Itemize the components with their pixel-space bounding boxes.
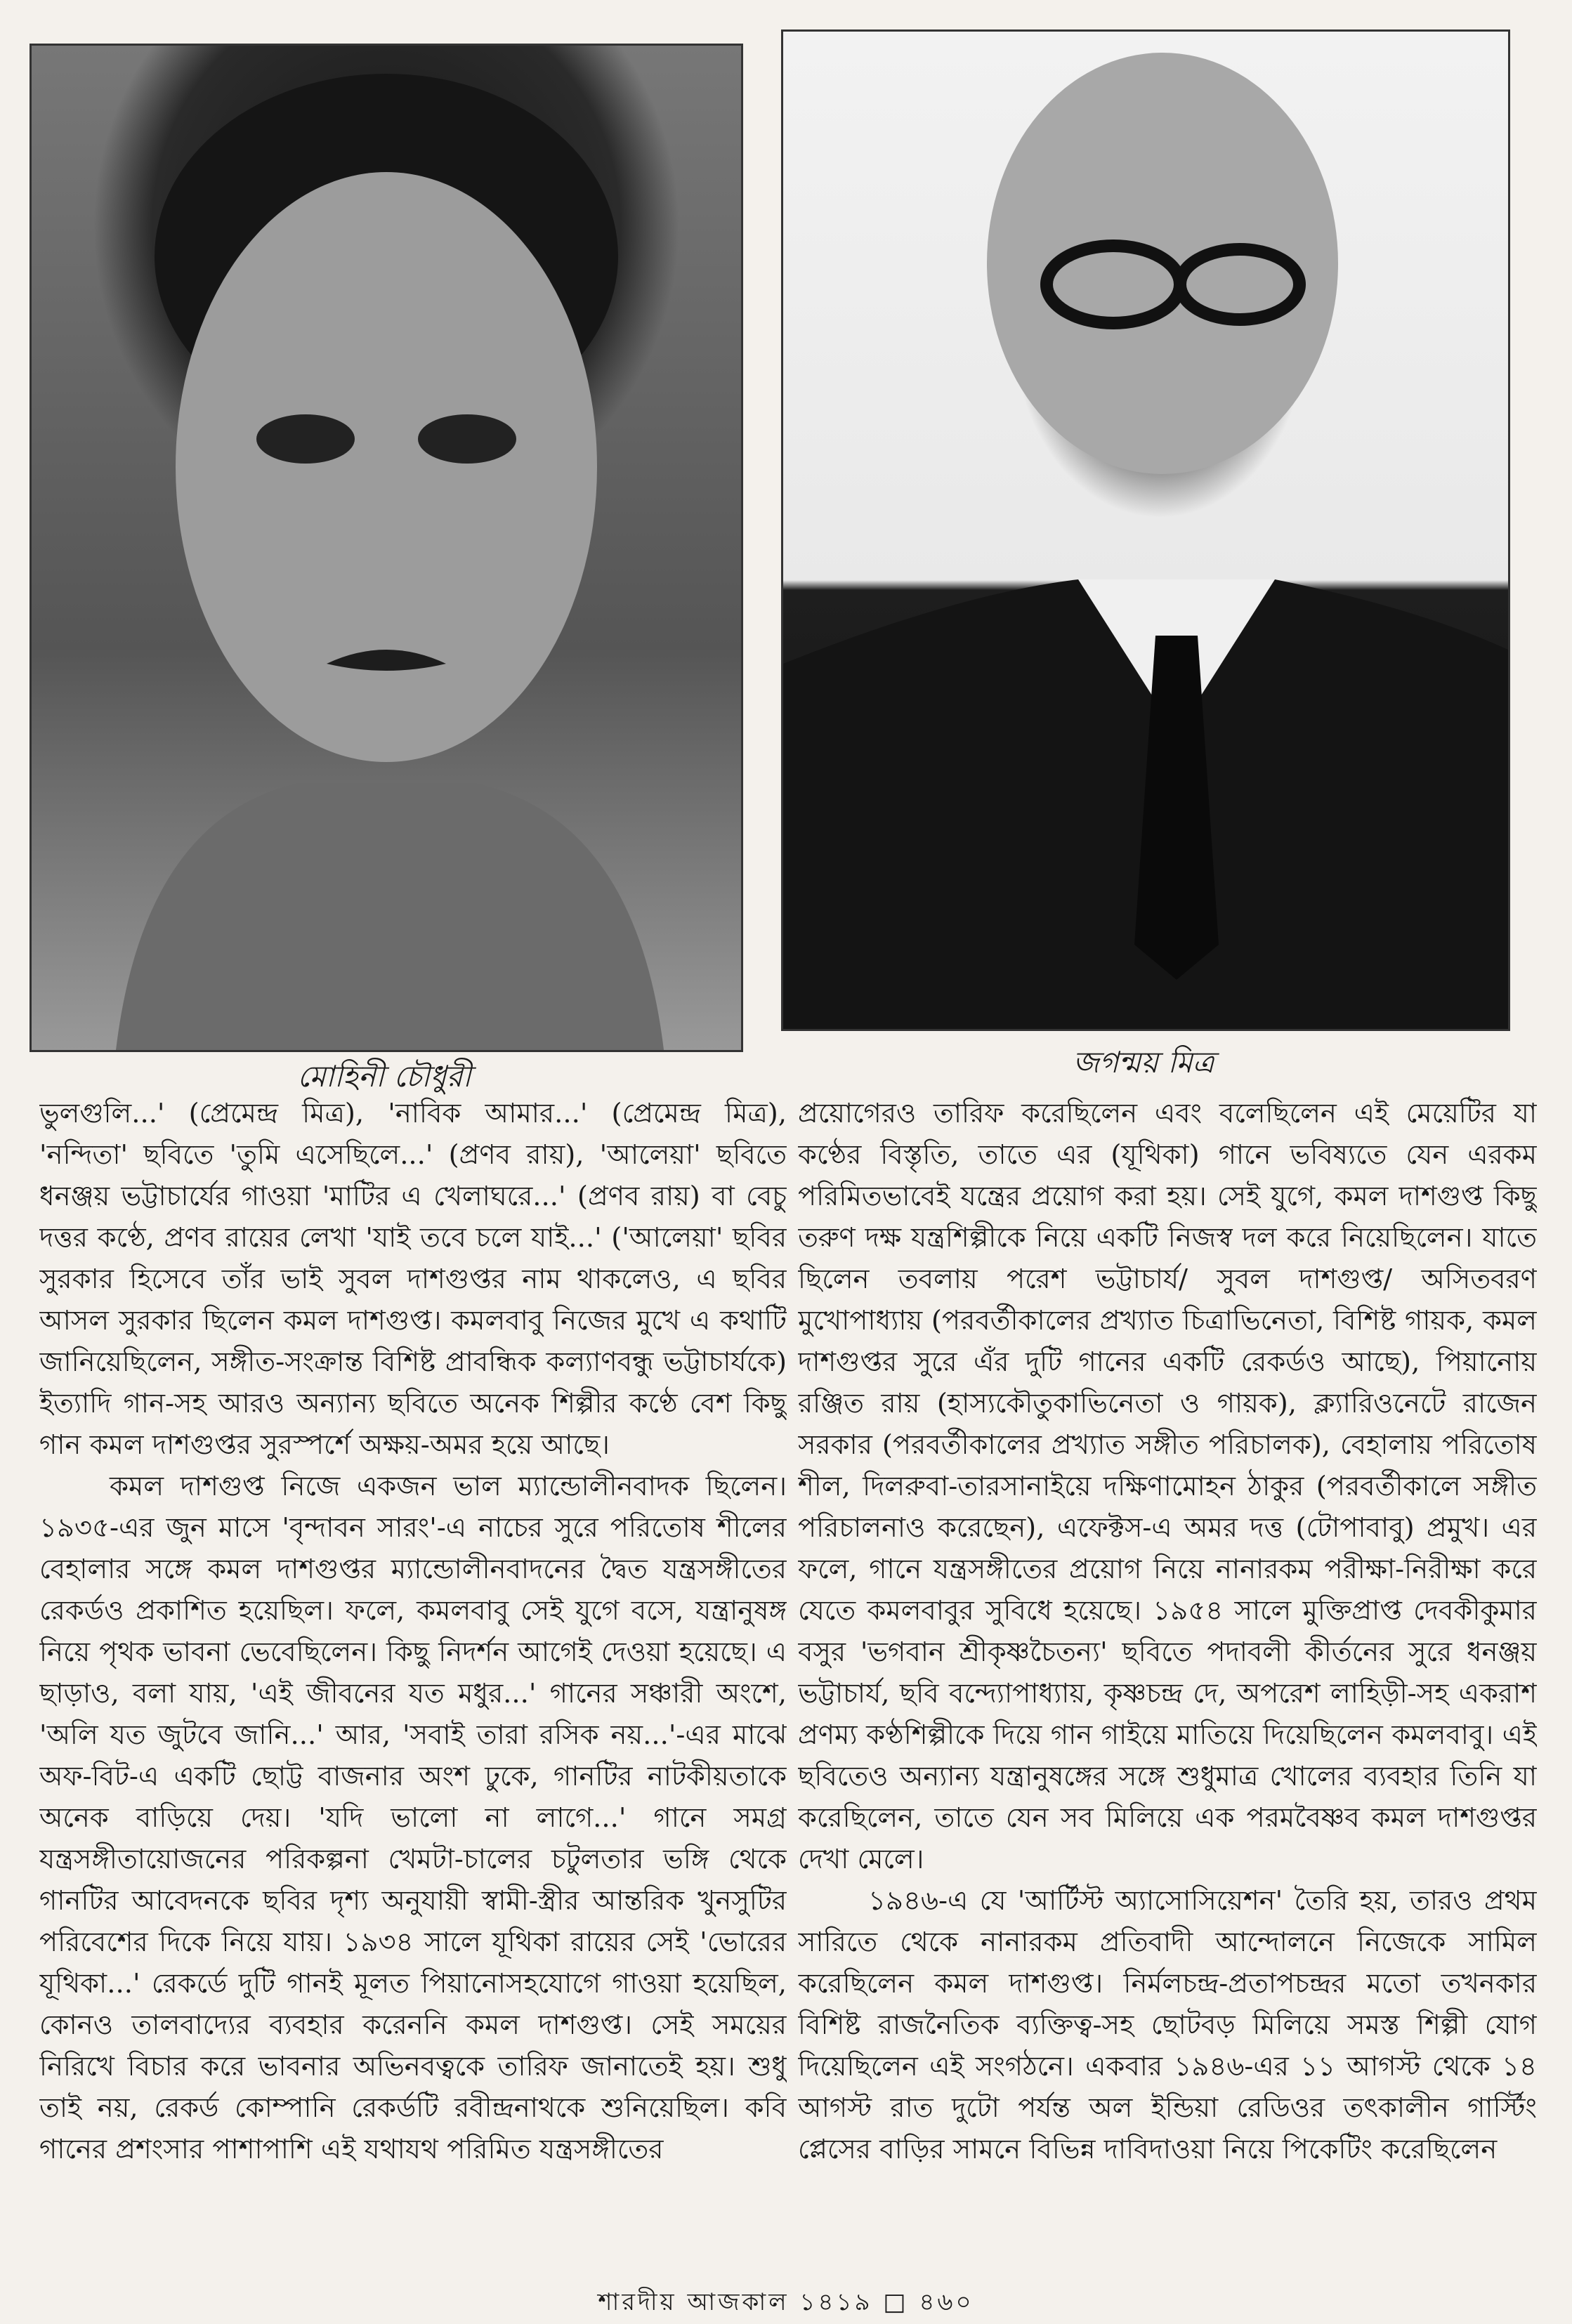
article-column-left [39, 1093, 787, 2287]
portrait-illustration-left [32, 46, 741, 1050]
portrait-photo-jaganmoy-mitra [781, 29, 1510, 1031]
article-column-right [798, 1093, 1537, 2287]
photo-caption-left: মোহিনী চৌধুরী [297, 1059, 471, 1094]
article-paragraph: ভুলগুলি...' (প্রেমেন্দ্র মিত্র), 'নাবিক আমার...' (প্রেমেন্দ্র মিত্র), 'নন্দিতা' ছবিতে 'তুমি এসেছিলে...' (প্রণব রায়), 'আলেয়া' ছবিতে ধনঞ্জয় ভট্টাচার্যের গাওয়া 'মাটির এ খেলাঘরে...' (প্রণব রায়) বা বেচু দত্তর কণ্ঠে, প্রণব রায়ের লেখা 'যাই তবে চলে যাই...' ('আলেয়া' ছবির সুরকার হিসেবে তাঁর ভাই সুবল দাশগুপ্তর নাম থাকলেও, এ ছবির আসল সুরকার ছিলেন কমল দাশগুপ্ত। কমলবাবু নিজের মুখে এ কথাটি জানিয়েছিলেন, সঙ্গীত-সংক্রান্ত বিশিষ্ট প্রাবন্ধিক কল্যাণবন্ধু ভট্টাচার্যকে) ইত্যাদি গান-সহ আরও অন্যান্য ছবিতে অনেক শিল্পীর কণ্ঠে বেশ কিছু গান কমল দাশগুপ্তর সুরস্পর্শে অক্ষয়-অমর হয়ে আছে। [39, 1098, 787, 1461]
portrait-illustration-right [783, 32, 1508, 1029]
photo-caption-right: জগন্ময় মিত্র [1073, 1045, 1214, 1079]
article-paragraph: প্রয়োগেরও তারিফ করেছিলেন এবং বলেছিলেন এই মেয়েটির যা কণ্ঠের বিস্তৃতি, তাতে এর (যূথিকা) গানে ভবিষ্যতে যেন এরকম পরিমিতভাবেই যন্ত্রের প্রয়োগ করা হয়। সেই যুগে, কমল দাশগুপ্ত কিছু তরুণ দক্ষ যন্ত্রশিল্পীকে নিয়ে একটি নিজস্ব দল করে নিয়েছিলেন। যাতে ছিলেন তবলায় পরেশ ভট্টাচার্য/ সুবল দাশগুপ্ত/ অসিতবরণ মুখোপাধ্যায় (পরবর্তীকালের প্রখ্যাত চিত্রাভিনেতা, বিশিষ্ট গায়ক, কমল দাশগুপ্তর সুরে এঁর দুটি গানের একটি রেকর্ডও আছে), পিয়ানোয় রঞ্জিত রায় (হাস্যকৌতুকাভিনেতা ও গায়ক), ক্ল্যারিওনেটে রাজেন সরকার (পরবর্তীকালের প্রখ্যাত সঙ্গীত পরিচালক), বেহালায় পরিতোষ শীল, দিলরুবা-তারসানাইয়ে দক্ষিণামোহন ঠাকুর (পরবর্তীকালে সঙ্গীত পরিচালনাও করেছেন), এফেক্টস-এ অমর দত্ত (টোপাবাবু) প্রমুখ। এর ফলে, গানে যন্ত্রসঙ্গীতের প্রয়োগ নিয়ে নানারকম পরীক্ষা-নিরীক্ষা করে যেতে কমলবাবুর সুবিধে হয়েছে। ১৯৫৪ সালে মুক্তিপ্রাপ্ত দেবকীকুমার বসুর 'ভগবান শ্রীকৃষ্ণচৈতন্য' ছবিতে পদাবলী কীর্তনের সুরে ধনঞ্জয় ভট্টাচার্য, ছবি বন্দ্যোপাধ্যায়, কৃষ্ণচন্দ্র দে, অপরেশ লাহিড়ী-সহ একরাশ প্রণম্য কণ্ঠশিল্পীকে দিয়ে গান গাইয়ে মাতিয়ে দিয়েছিলেন কমলবাবু। এই ছবিতেও অন্যান্য যন্ত্রানুষঙ্গের সঙ্গে শুধুমাত্র খোলের ব্যবহার তিনি যা করেছিলেন, তাতে যেন সব মিলিয়ে এক পরমবৈষ্ণব কমল দাশগুপ্তর দেখা মেলে। [798, 1098, 1537, 1875]
portrait-photo-mohini-chowdhury [30, 44, 743, 1052]
article-paragraph: কমল দাশগুপ্ত নিজে একজন ভাল ম্যান্ডোলীনবাদক ছিলেন। ১৯৩৫-এর জুন মাসে 'বৃন্দাবন সারং'-এ নাচের সুরে পরিতোষ শীলের বেহালার সঙ্গে কমল দাশগুপ্তর ম্যান্ডোলীনবাদনের দ্বৈত যন্ত্রসঙ্গীতের রেকর্ডও প্রকাশিত হয়েছিল। ফলে, কমলবাবু সেই যুগে বসে, যন্ত্রানুষঙ্গ নিয়ে পৃথক ভাবনা ভেবেছিলেন। কিছু নিদর্শন আগেই দেওয়া হয়েছে। এ ছাড়াও, বলা যায়, 'এই জীবনের যত মধুর...' গানের সঞ্চারী অংশে, 'অলি যত জুটবে জানি...' আর, 'সবাই তারা রসিক নয়...'-এর মাঝে অফ-বিট-এ একটি ছোট্ট বাজনার অংশ ঢুকে, গানটির নাটকীয়তাকে অনেক বাড়িয়ে দেয়। 'যদি ভালো না লাগে...' গানে সমগ্র যন্ত্রসঙ্গীতায়োজনের পরিকল্পনা খেমটা-চালের চটুলতার ভঙ্গি থেকে গানটির আবেদনকে ছবির দৃশ্য অনুযায়ী স্বামী-স্ত্রীর আন্তরিক খুনসুটির পরিবেশের দিকে নিয়ে যায়। ১৯৩৪ সালে যূথিকা রায়ের সেই 'ভোরের যূথিকা...' রেকর্ডে দুটি গানই মূলত পিয়ানোসহযোগে গাওয়া হয়েছিল, কোনও তালবাদ্যের ব্যবহার করেননি কমল দাশগুপ্ত। সেই সময়ের নিরিখে বিচার করে ভাবনার অভিনবত্বকে তারিফ জানাতেই হয়। শুধু তাই নয়, রেকর্ড কোম্পানি রেকর্ডটি রবীন্দ্রনাথকে শুনিয়েছিল। কবি গানের প্রশংসার পাশাপাশি এই যথাযথ পরিমিত যন্ত্রসঙ্গীতের [39, 1471, 787, 2165]
article-paragraph: ১৯৪৬-এ যে 'আর্টিস্ট অ্যাসোসিয়েশন' তৈরি হয়, তারও প্রথম সারিতে থেকে নানারকম প্রতিবাদী আন্দোলনে নিজেকে সামিল করেছিলেন কমল দাশগুপ্ত। নির্মলচন্দ্র-প্রতাপচন্দ্রর মতো তখনকার বিশিষ্ট রাজনৈতিক ব্যক্তিত্ব-সহ ছোটবড় মিলিয়ে সমস্ত শিল্পী যোগ দিয়েছিলেন এই সংগঠনে। একবার ১৯৪৬-এর ১১ আগস্ট থেকে ১৪ আগস্ট রাত দুটো পর্যন্ত অল ইন্ডিয়া রেডিওর তৎকালীন গার্স্টিং প্লেসের বাড়ির সামনে বিভিন্ন দাবিদাওয়া নিয়ে পিকেটিং করেছিলেন [798, 1885, 1537, 2165]
page-footer: শারদীয় আজকাল ১৪১৯ □ ৪৬০ [598, 2288, 974, 2316]
